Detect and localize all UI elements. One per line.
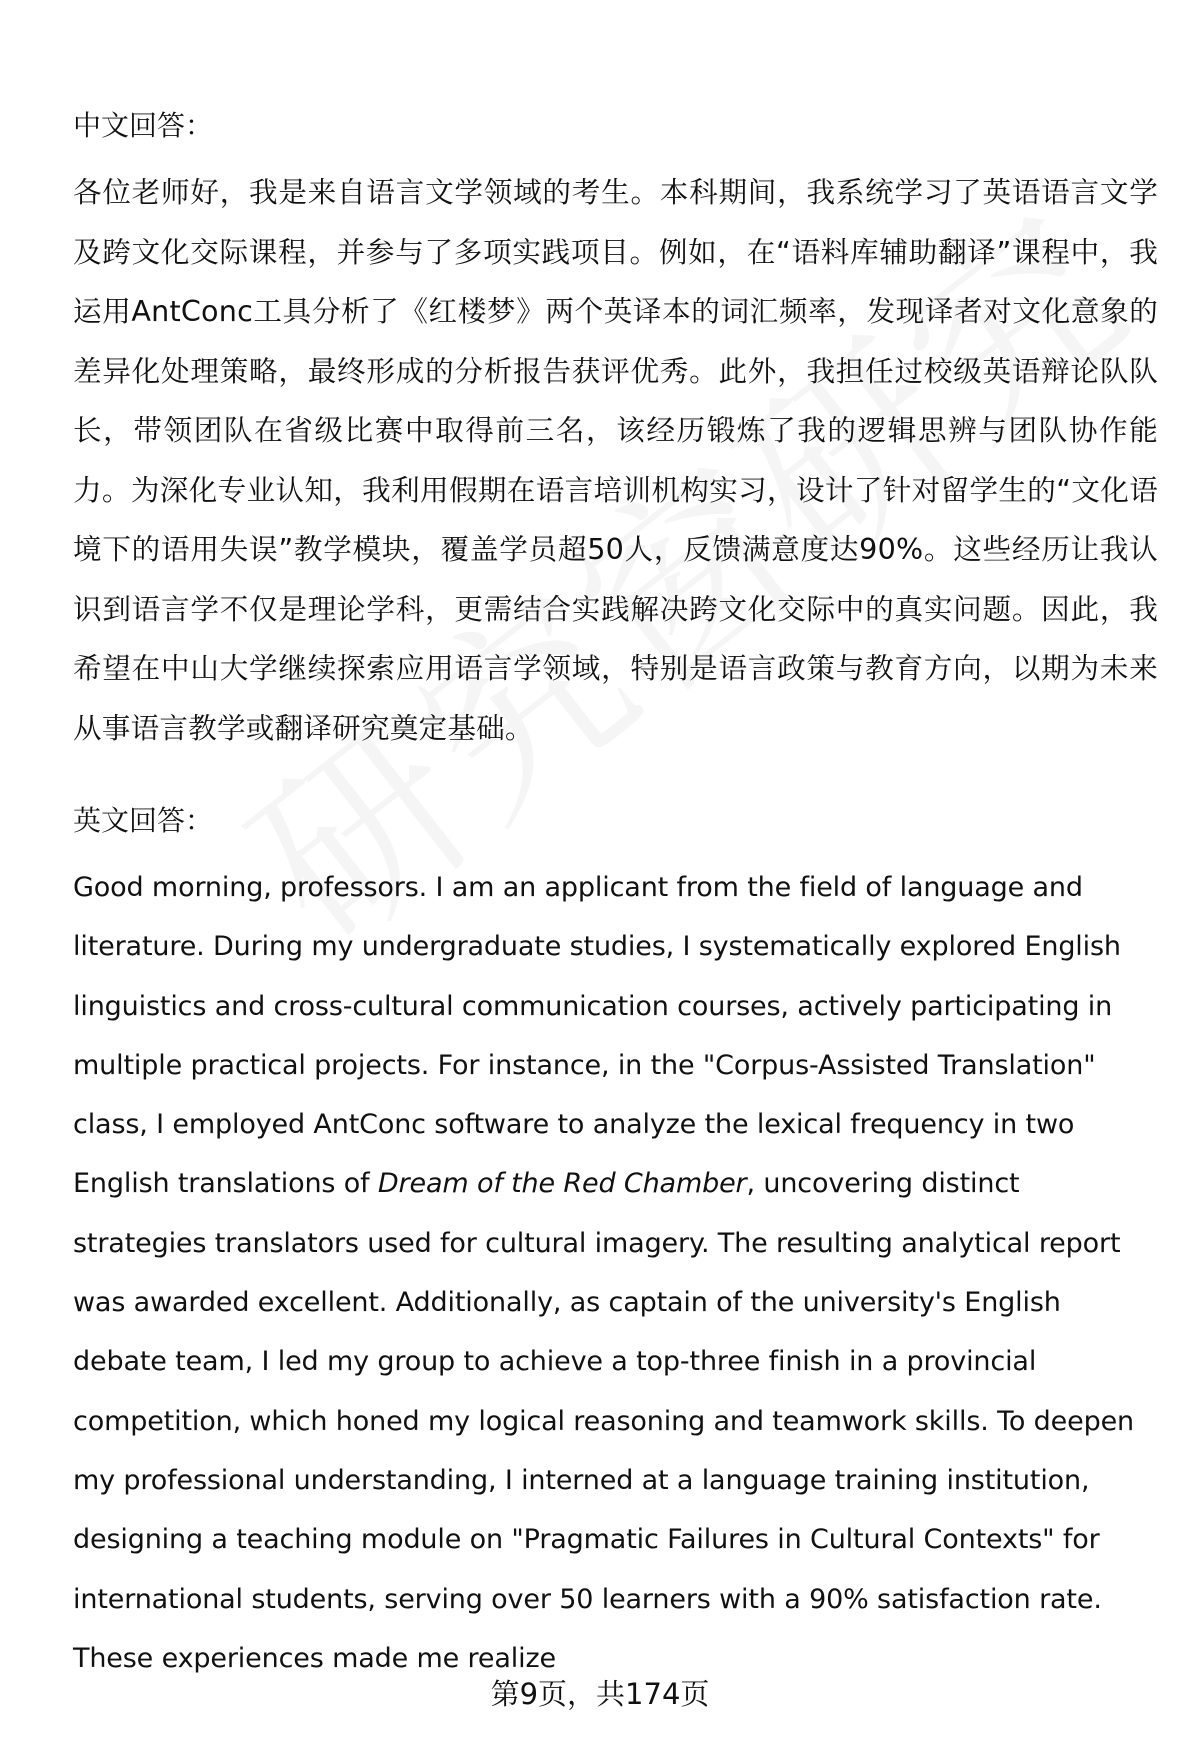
book-title: Dream of the Red Chamber [377, 1168, 747, 1200]
page-content [73, 103, 1158, 1688]
english-answer-heading: 英文回答： [73, 804, 214, 837]
english-answer-section [73, 798, 1158, 1688]
english-answer-body [73, 858, 1158, 1688]
chinese-answer-heading: 中文回答： [73, 109, 214, 142]
chinese-answer-body: 各位老师好，我是来自语言文学领域的考生。本科期间，我系统学习了英语语言文学及跨文化交际课程，并参与了多项实践项目。例如，在“语料库辅助翻译”课程中，我运用AntConc工具分析了《红楼梦》两个英译本的词汇频率，发现译者对文化意象的差异化处理策略，最终形成的分析报告获评优秀。此外，我担任过校级英语辩论队队长，带领团队在省级比赛中取得前三名，该经历锻炼了我的逻辑思辨与团队协作能力。为深化专业认知，我利用假期在语言培训机构实习，设计了针对留学生的“文化语境下的语用失误”教学模块，覆盖学员超50人，反馈满意度达90%。这些经历让我认识到语言学不仅是理论学科，更需结合实践解决跨文化交际中的真实问题。因此，我希望在中山大学继续探索应用语言学领域，特别是语言政策与教育方向，以期为未来从事语言教学或翻译研究奠定基础。 [73, 175, 1158, 745]
chinese-answer-section [73, 103, 1158, 758]
english-body-part-1: Good morning, professors. I am an applicant from the field of language and literature. During my undergraduate studies, I systematically explored English linguistics and cross-cultural communication courses, actively participating in multiple practical projects. For instance, in the "Corpus-Assisted Translation" class, I employed AntConc software to analyze the lexical frequency in two English translations of [73, 872, 1121, 1200]
page-number: 第9页，共174页 [490, 1677, 710, 1711]
english-body-part-2: , uncovering distinct strategies translators used for cultural imagery. The resulting analytical report was awarded excellent. Additionally, as captain of the university's English debate team, I led my group to achieve a top-three finish in a provincial competition, which honed my logical reasoning and teamwork skills. To deepen my professional understanding, I interned at a language training institution, designing a teaching module on "Pragmatic Failures in Cultural Contexts" for international students, serving over 50 learners with a 90% satisfaction rate. These experiences made me realize [73, 1168, 1135, 1674]
